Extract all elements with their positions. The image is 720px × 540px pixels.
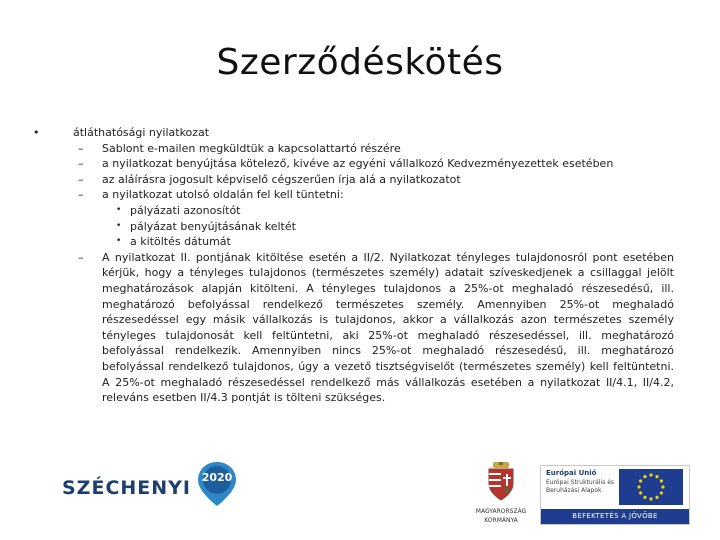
dash-marker: – [78,157,84,171]
dash-marker: – [78,188,84,202]
szechenyi-year: 2020 [201,471,233,484]
szechenyi-2020-logo [62,468,239,508]
szechenyi-wordmark: SZÉCHENYI [62,477,191,499]
eu-title: Európai Unió [546,469,597,477]
eu-flag-icon [619,469,683,505]
dash-item [78,172,674,188]
sub-bullet-text: pályázat benyújtásának keltét [130,219,296,233]
sub-bullet-text: pályázati azonosítót [130,203,241,217]
eu-funding-logo [540,465,690,525]
bullet-text: átláthatósági nyilatkozat [73,126,210,139]
dash-marker: – [78,141,84,155]
dash-item [78,141,674,157]
bullet-item [33,125,673,141]
coat-of-arms-icon [484,462,518,502]
eu-banner: BEFEKTETÉS A JÖVŐBE [541,509,689,524]
dash-item-paragraph [78,250,674,406]
dash-marker: – [78,250,84,264]
dash-paragraph-text: A nyilatkozat II. pontjának kitöltése esetén a II/2. Nyilatkozat tényleges tulajdonosról pont esetében kérjük, hogy a tényleges tulajdonos (természetes személy) adatait szíveskedjenek a csillaggal jelölt meghatározások alapján kitölteni. A tényleges tulajdonos a 25%-ot meghaladó részesedésű, ill. meghatározó befolyással rendelkező természetes személy. Amennyiben 25%-ot meghaladó részesedéssel egy másik vállalkozás is tulajdonos, akkor a vállalkozás azon természetes személy tényleges tulajdonosát kell feltüntetni, aki 25%-ot meghaladó részesedéssel, ill. meghatározó befolyással rendelkezik. Amennyiben nincs 25%-ot meghaladó részesedésű, ill. meghatározó befolyással rendelkező tulajdonos, úgy a vezető tisztségviselőt (természetes személy) kell feltüntetni. A 25%-ot meghaladó részesedéssel rendelkező más vállalkozás esetében a nyilatkozat II/4.1, II/4.2, releváns esetben II/4.3 pontját is tölteni szükséges. [102,250,674,405]
slide-title: Szerződéskötés [216,42,504,83]
dash-item [78,187,674,203]
location-pin-icon [195,460,239,508]
eu-subtitle: Európai Strukturális és Beruházási Alapok [546,479,615,494]
bullet-marker: • [33,126,40,139]
dash-text: a nyilatkozat utolsó oldalán fel kell tüntetni: [102,188,344,202]
slide-body [0,125,720,406]
sub-bullet-item [116,203,670,219]
bullet-marker: • [116,220,122,231]
government-caption-line1: MAGYARORSZÁG [475,508,527,515]
dash-marker: – [78,172,84,186]
dash-text: Sablont e-mailen megküldtük a kapcsolattartó részére [102,141,401,155]
sub-bullet-text: a kitöltés dátumát [130,235,231,249]
dash-text: az aláírásra jogosult képviselő cégszerűen írja alá a nyilatkozatot [102,172,461,186]
government-caption-line2: KORMÁNYA [484,517,518,524]
dash-item [78,156,674,172]
dash-text: a nyilatkozat benyújtása kötelező, kivéve az egyéni vállalkozó Kedvezményezettek esetében [102,157,614,171]
hungarian-government-logo [472,462,530,524]
sub-bullet-item [116,219,670,235]
bullet-marker: • [116,204,122,215]
sub-bullet-item [116,234,670,250]
bullet-marker: • [116,236,122,247]
